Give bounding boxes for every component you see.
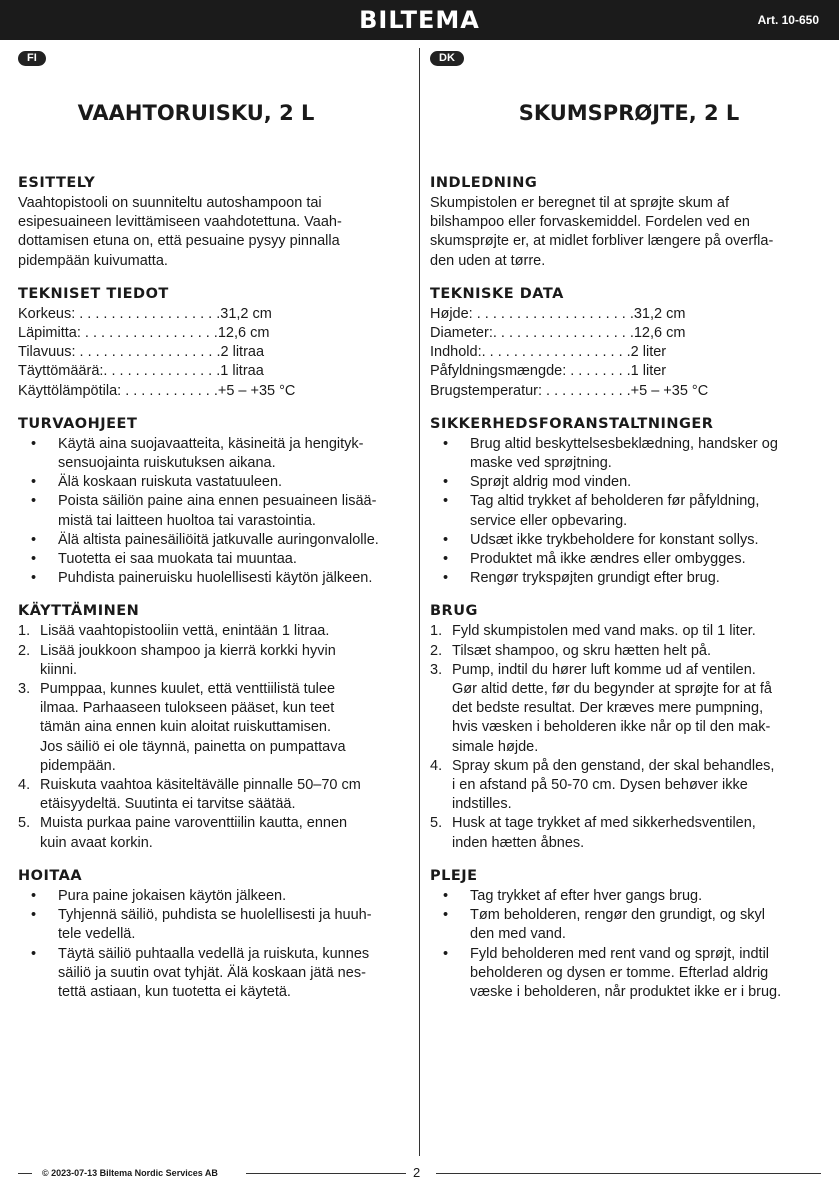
care-heading: PLEJE	[430, 867, 478, 884]
care-item	[430, 906, 828, 944]
safety-item	[18, 492, 416, 530]
use-step	[18, 814, 416, 852]
bullet-line: • Täytä säiliö puhtaalla vedellä ja ruiskuta, kunnes	[58, 945, 370, 962]
bullet-line: • Poista säiliön paine aina ennen pesuaineen lisää-	[58, 493, 377, 510]
step-number: 4.	[430, 757, 443, 774]
tech-specs	[18, 305, 416, 401]
step-line: inden hætten åbnes.	[452, 834, 585, 851]
spec-row: Korkeus: . . . . . . . . . . . . . . . . . .31,2 cm	[18, 305, 272, 322]
bullet-line: • Tuotetta ei saa muokata tai muuntaa.	[58, 551, 297, 568]
step-line: Lisää vaahtopistooliin vettä, enintään 1 litraa.	[40, 623, 330, 640]
biltema-logo: BILTEMA	[359, 6, 480, 34]
bullet-line: maske ved sprøjtning.	[470, 455, 612, 472]
spec-row: Täyttömäärä:. . . . . . . . . . . . . . .1 litraa	[18, 363, 264, 380]
safety-item	[18, 569, 416, 588]
bullet-line: service eller opbevaring.	[470, 512, 628, 529]
step-line: i en afstand på 50-70 cm. Dysen behøver ikke	[452, 777, 748, 794]
spec-row: Läpimitta: . . . . . . . . . . . . . . . . .12,6 cm	[18, 325, 270, 342]
intro-line: esipesuaineen levittämiseen vaahdotettuna. Vaah-	[18, 214, 342, 231]
step-line: Muista purkaa paine varoventtiilin kautta, ennen	[40, 815, 348, 832]
step-line: kiinni.	[40, 661, 78, 678]
product-title-dk: SKUMSPRØJTE, 2 L	[518, 101, 740, 125]
use-step	[18, 642, 416, 680]
bullet-line: • Udsæt ikke trykbeholdere for konstant sollys.	[470, 531, 759, 548]
step-line: hvis væsken i beholderen ikke når op til den mak-	[452, 719, 771, 736]
safety-item	[430, 435, 828, 473]
use-step	[430, 661, 828, 757]
step-line: Husk at tage trykket af med sikkerhedsventilen,	[452, 815, 756, 832]
product-title-fi: VAAHTORUISKU, 2 L	[77, 101, 315, 125]
step-line: Tilsæt shampoo, og skru hætten helt på.	[452, 642, 711, 659]
bullet-line: • Älä koskaan ruiskuta vastatuuleen.	[58, 474, 283, 491]
article-number: Art. 10-650	[757, 13, 819, 27]
spec-row: Påfyldningsmængde: . . . . . . . .1 liter	[430, 363, 667, 380]
care-heading: HOITAA	[18, 867, 83, 884]
spec-row: Højde: . . . . . . . . . . . . . . . . . . . .31,2 cm	[430, 305, 686, 322]
bullet-line: mistä tai laitteen huoltoa tai varastointia.	[58, 512, 316, 529]
step-line: tämän aina ennen kuin aloitat ruiskuttamisen.	[40, 719, 331, 736]
step-number: 4.	[18, 777, 31, 794]
care-item	[430, 887, 828, 906]
step-number: 5.	[18, 815, 31, 832]
spec-row: Indhold:. . . . . . . . . . . . . . . . . . .2 liter	[430, 344, 667, 361]
bullet-line: beholderen og dysen er tomme. Efterlad aldrig	[470, 964, 769, 981]
use-heading: KÄYTTÄMINEN	[18, 603, 140, 620]
step-line: det bedste resultat. Der kræves mere pumpning,	[452, 700, 764, 717]
safety-item	[430, 531, 828, 550]
step-line: Lisää joukkoon shampoo ja kierrä korkki hyvin	[40, 642, 336, 659]
intro-line: den uden at tørre.	[430, 252, 546, 269]
language-badge-fi: FI	[18, 51, 46, 66]
bullet-line: • Produktet må ikke ændres eller ombygges.	[470, 551, 746, 568]
intro-line: Skumpistolen er beregnet til at sprøjte skum af	[430, 195, 729, 211]
footer-rule-middle	[246, 1173, 406, 1174]
use-step	[430, 757, 828, 815]
bullet-line: • Fyld beholderen med rent vand og sprøjt, indtil	[470, 945, 770, 962]
step-line: indstilles.	[452, 796, 512, 813]
sections-dk	[430, 174, 828, 1002]
column-dk	[430, 48, 828, 1002]
intro-line: bilshampoo eller forvaskemiddel. Fordelen ved en	[430, 214, 750, 231]
step-line: Ruiskuta vaahtoa käsiteltävälle pinnalle 50–70 cm	[40, 777, 361, 794]
intro-heading: INDLEDNING	[430, 175, 538, 191]
step-line: Pump, indtil du hører luft komme ud af ventilen.	[452, 661, 756, 678]
use-steps	[18, 622, 416, 852]
safety-list	[18, 435, 416, 589]
care-item	[18, 945, 416, 1003]
intro-line: skumsprøjte er, at midlet forbliver længere på overfla-	[430, 233, 774, 250]
safety-item	[18, 531, 416, 550]
use-steps	[430, 622, 828, 852]
spec-row: Tilavuus: . . . . . . . . . . . . . . . . . .2 litraa	[18, 344, 265, 361]
safety-item	[18, 473, 416, 492]
care-item	[18, 906, 416, 944]
use-step	[430, 814, 828, 852]
bullet-line: • Käytä aina suojavaatteita, käsineitä ja hengityk-	[58, 435, 364, 452]
safety-item	[18, 550, 416, 569]
care-list	[18, 887, 416, 1002]
step-number: 5.	[430, 815, 443, 832]
care-list	[430, 887, 828, 1002]
safety-item	[430, 569, 828, 588]
bullet-line: den med vand.	[470, 926, 566, 943]
intro-line: dottamisen etuna on, että pesuaine pysyy pinnalla	[18, 233, 340, 250]
step-number: 2.	[18, 642, 31, 659]
step-line: kuin avaat korkin.	[40, 834, 153, 851]
safety-item	[430, 473, 828, 492]
use-step	[18, 680, 416, 776]
step-number: 2.	[430, 642, 443, 659]
safety-heading: TURVAOHJEET	[18, 415, 138, 432]
step-number: 1.	[430, 623, 443, 640]
footer-copyright: © 2023-07-13 Biltema Nordic Services AB	[42, 1168, 218, 1178]
intro-line: pidempään kuivumatta.	[18, 252, 168, 269]
language-badge-dk: DK	[430, 51, 464, 66]
bullet-line: tele vedellä.	[58, 926, 136, 943]
step-line: Fyld skumpistolen med vand maks. op til 1 liter.	[452, 623, 756, 640]
step-number: 1.	[18, 623, 31, 640]
use-heading: BRUG	[430, 603, 478, 620]
footer-rule-left	[18, 1173, 32, 1174]
intro-text	[18, 194, 416, 271]
bullet-line: • Rengør trykspøjten grundigt efter brug.	[470, 570, 720, 587]
safety-item	[430, 492, 828, 530]
bullet-line: • Sprøjt aldrig mod vinden.	[470, 474, 632, 491]
safety-list	[430, 435, 828, 589]
spec-row: Diameter:. . . . . . . . . . . . . . . . . .12,6 cm	[430, 325, 686, 342]
use-step	[430, 642, 828, 661]
step-line: simale højde.	[452, 738, 539, 755]
step-line: pidempään.	[40, 757, 116, 774]
header-bar	[0, 0, 839, 40]
column-fi	[18, 48, 416, 1002]
bullet-line: • Tag trykket af efter hver gangs brug.	[470, 887, 703, 904]
step-line: Pumppaa, kunnes kuulet, että venttiilistä tulee	[40, 681, 336, 698]
use-step	[430, 622, 828, 641]
bullet-line: • Puhdista paineruisku huolellisesti käytön jälkeen.	[58, 570, 373, 587]
bullet-line: • Tyhjennä säiliö, puhdista se huolellisesti ja huuh-	[58, 907, 372, 924]
safety-item	[430, 550, 828, 569]
bullet-line: • Tøm beholderen, rengør den grundigt, og skyl	[470, 907, 765, 924]
bullet-line: • Pura paine jokaisen käytön jälkeen.	[58, 887, 287, 904]
safety-item	[18, 435, 416, 473]
intro-line: Vaahtopistooli on suunniteltu autoshampoon tai	[18, 195, 322, 211]
tech-specs	[430, 305, 828, 401]
step-line: ilmaa. Parhaaseen tulokseen pääset, kun teet	[40, 700, 335, 717]
step-number: 3.	[430, 661, 443, 678]
intro-heading: ESITTELY	[18, 175, 96, 191]
bullet-line: sensuojainta ruiskutuksen aikana.	[58, 455, 276, 472]
safety-heading: SIKKERHEDSFORANSTALTNINGER	[430, 415, 714, 432]
sections-fi	[18, 174, 416, 1002]
bullet-line: • Brug altid beskyttelsesbeklædning, handsker og	[470, 435, 778, 452]
use-step	[18, 622, 416, 641]
footer-rule-right	[436, 1173, 821, 1174]
spec-row: Brugstemperatur: . . . . . . . . . . .+5 – +35 °C	[430, 382, 709, 399]
step-line: Spray skum på den genstand, der skal behandles,	[452, 757, 775, 774]
footer	[18, 1166, 821, 1184]
care-item	[18, 887, 416, 906]
step-line: Jos säiliö ei ole täynnä, painetta on pumpattava	[40, 738, 346, 755]
page-number: 2	[413, 1165, 421, 1180]
step-number: 3.	[18, 681, 31, 698]
bullet-line: • Älä altista painesäiliöitä jatkuvalle auringonvalolle.	[58, 531, 379, 548]
column-divider	[419, 48, 420, 1156]
bullet-line: tettä astiaan, kun tuotetta ei käytetä.	[58, 983, 291, 1000]
care-item	[430, 945, 828, 1003]
tech-heading: TEKNISET TIEDOT	[18, 285, 169, 302]
step-line: Gør altid dette, før du begynder at sprøjte for at få	[452, 681, 772, 698]
step-line: etäisyydeltä. Suutinta ei tarvitse säätää.	[40, 796, 296, 813]
tech-heading: TEKNISKE DATA	[430, 285, 564, 302]
spec-row: Käyttölämpötila: . . . . . . . . . . . .+5 – +35 °C	[18, 382, 296, 399]
bullet-line: • Tag altid trykket af beholderen før påfyldning,	[470, 493, 760, 510]
use-step	[18, 776, 416, 814]
bullet-line: væske i beholderen, når produktet ikke er i brug.	[470, 983, 782, 1000]
intro-text	[430, 194, 828, 271]
bullet-line: säiliö ja suutin ovat tyhjät. Älä koskaan jätä nes-	[58, 964, 366, 981]
